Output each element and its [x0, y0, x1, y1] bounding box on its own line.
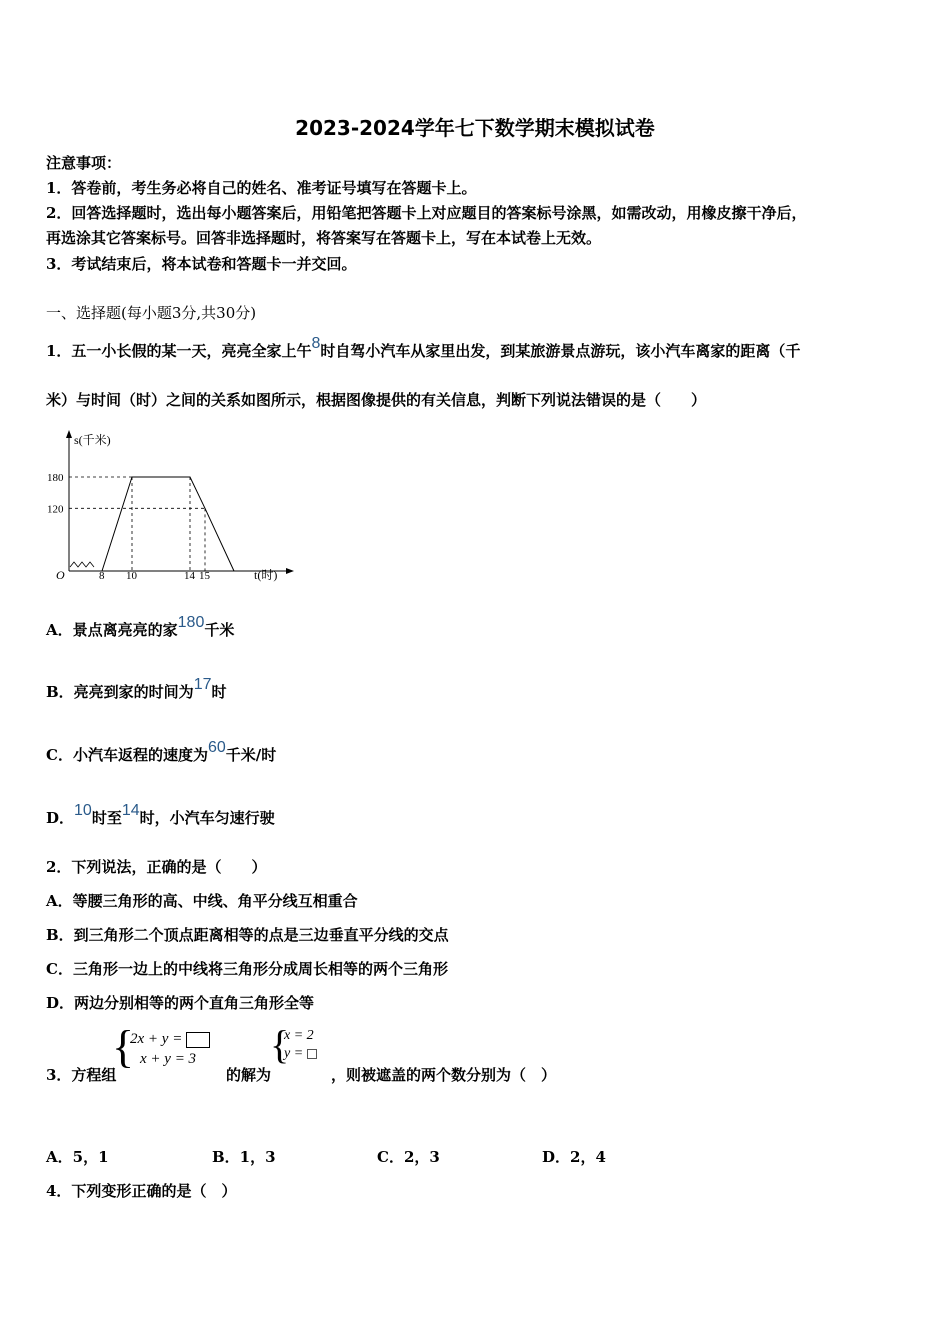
q1-stem-line2: 米）与时间（时）之间的关系如图所示，根据图像提供的有关信息，判断下列说法错误的是（ ） [46, 391, 707, 409]
q3-system-eq1 [130, 1031, 210, 1048]
notice-item-3: 3．考试结束后，将本试卷和答题卡一并交回。 [46, 255, 357, 273]
section-heading: 一、选择题(每小题3分,共30分) [46, 304, 257, 322]
notice-item-1: 1．答卷前，考生务必将自己的姓名、准考证号填写在答题卡上。 [46, 179, 477, 197]
q3-covered-box-2 [307, 1049, 317, 1059]
distance-series-line [102, 477, 234, 571]
q1-start-hour: 8 [311, 335, 321, 352]
q1-option-b-unit: 时 [211, 683, 227, 701]
q3-system-brace: { [112, 1021, 135, 1072]
q1-text-b: 时自驾小汽车从家里出发，到某旅游景点游玩，该小汽车离家的距离（千 [320, 342, 801, 360]
y-tick-120: 120 [47, 503, 64, 516]
q1-option-c-label: C．小汽车返程的速度为 [46, 746, 208, 764]
q1-option-d-label: D． [46, 809, 75, 827]
x-tick-8: 8 [99, 570, 105, 582]
q1-option-b-label: B．亮亮到家的时间为 [46, 683, 194, 701]
q1-option-a[interactable] [46, 614, 235, 641]
origin-label: O [56, 568, 65, 582]
q3-option-b[interactable]: B．1，3 [212, 1148, 276, 1166]
q3-post: ，则被遮盖的两个数分别为（ ） [331, 1066, 557, 1084]
q1-option-d-text: 时，小汽车匀速行驶 [139, 809, 275, 827]
q2-option-a[interactable]: A．等腰三角形的高、中线、角平分线互相重合 [46, 892, 358, 910]
q3-system-eq1-text: 2x + y = [130, 1031, 183, 1047]
q3-pre: 3．方程组 [46, 1066, 117, 1084]
y-tick-180: 180 [47, 472, 64, 484]
q3-solution-y-text: y = [284, 1046, 304, 1061]
q2-option-d[interactable]: D．两边分别相等的两个直角三角形全等 [46, 994, 315, 1012]
q3-option-d[interactable]: D．2，4 [542, 1148, 606, 1166]
q1-option-b[interactable] [46, 676, 227, 703]
x-tick-15: 15 [199, 570, 210, 582]
q1-option-d-num1: 10 [74, 802, 92, 819]
q3-solution-y [284, 1046, 317, 1062]
q3-covered-box-1 [186, 1032, 210, 1048]
q2-option-c[interactable]: C．三角形一边上的中线将三角形分成周长相等的两个三角形 [46, 960, 448, 978]
q1-text-a: 1．五一小长假的某一天，亮亮全家上午 [46, 342, 312, 360]
notice-item-2: 2．回答选择题时，选出每小题答案后，用铅笔把答题卡上对应题目的答案标号涂黑，如需改动，用橡皮擦干净后， [46, 204, 807, 222]
q3-solution-brace: { [270, 1022, 290, 1067]
x-axis-label: t(时) [254, 568, 278, 582]
q1-option-a-label: A．景点离亮亮的家 [46, 621, 178, 639]
q3-option-a[interactable]: A．5，1 [46, 1148, 109, 1166]
q1-option-c-num: 60 [207, 739, 226, 756]
q4-stem: 4．下列变形正确的是（ ） [46, 1182, 237, 1200]
q3-solution-x: x = 2 [284, 1028, 314, 1043]
q1-option-b-num: 17 [193, 676, 212, 693]
q1-option-c[interactable] [46, 739, 277, 766]
notice-heading: 注意事项： [46, 154, 122, 172]
q3-mid: 的解为 [226, 1066, 272, 1084]
x-tick-14: 14 [184, 570, 195, 582]
notice-item-2-cont: 再选涂其它答案标号。回答非选择题时，将答案写在答题卡上，写在本试卷上无效。 [46, 229, 602, 247]
y-axis-label: s(千米) [74, 433, 111, 447]
q1-option-d[interactable] [46, 802, 275, 829]
q1-stem-line1 [46, 335, 801, 362]
q1-option-d-num2: 14 [121, 802, 140, 819]
q3-option-c[interactable]: C．2，3 [377, 1148, 440, 1166]
x-tick-10: 10 [126, 570, 137, 582]
q1-option-c-unit: 千米/时 [225, 746, 277, 764]
q3-system-eq2: x + y = 3 [140, 1051, 197, 1067]
chart-axes [66, 430, 294, 574]
distance-time-chart [44, 426, 294, 588]
q1-option-a-unit: 千米 [204, 621, 235, 639]
axis-break-mark [70, 562, 94, 567]
q1-option-d-mid: 时至 [91, 809, 122, 827]
page-title: 2023-2024学年七下数学期末模拟试卷 [295, 116, 655, 140]
q2-stem: 2．下列说法，正确的是（ ） [46, 858, 267, 876]
y-axis-arrow [66, 430, 72, 438]
q1-option-a-num: 180 [177, 614, 205, 631]
q2-option-b[interactable]: B．到三角形二个顶点距离相等的点是三边垂直平分线的交点 [46, 926, 449, 944]
x-axis-arrow [286, 568, 294, 574]
